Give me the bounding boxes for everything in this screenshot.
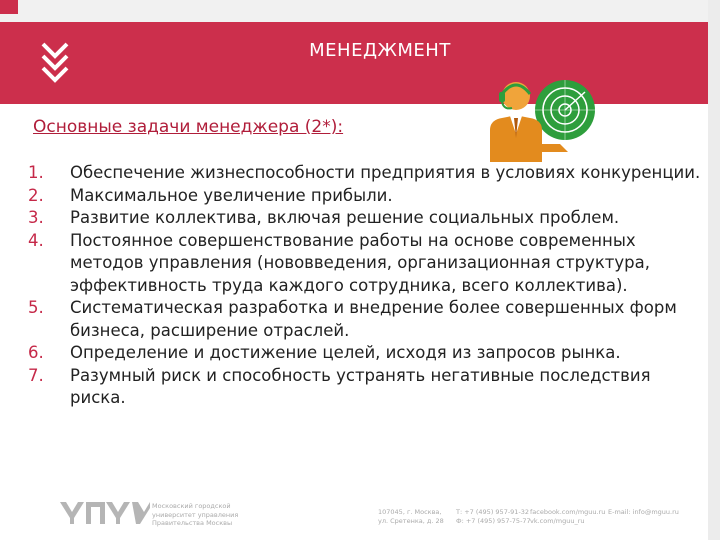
footer-phones: Т: +7 (495) 957-91-32 Ф: +7 (495) 957-75-77 (456, 508, 531, 525)
item-text: Развитие коллектива, включая решение социальных проблем. (70, 208, 620, 227)
item-text: Обеспечение жизнеспособности предприятия в условиях конкуренции. (70, 163, 701, 182)
double-chevron-down-icon (40, 40, 70, 84)
list-item (28, 297, 708, 342)
item-text: Постоянное совершенствование работы на основе современных методов управления (нововведения, организационная структура, эффективность труда каждого сотрудника, всего коллектива). (70, 230, 650, 295)
item-number: 6. (28, 343, 44, 362)
logo-caption: Московский городской университет управления Правительства Москвы (152, 502, 239, 527)
section-subheading: Основные задачи менеджера (2*): (33, 117, 344, 137)
item-text: Систематическая разработка и внедрение более совершенных форм бизнеса, расширение отраслей. (70, 298, 677, 340)
item-text: Определение и достижение целей, исходя из запросов рынка. (70, 343, 621, 362)
top-strip (0, 0, 720, 22)
page-title: МЕНЕДЖМЕНТ (309, 40, 451, 61)
footer (0, 494, 708, 540)
item-text: Разумный риск и способность устранять негативные последствия риска. (70, 365, 651, 407)
item-number: 5. (28, 298, 44, 317)
list-item (28, 162, 708, 185)
right-strip (708, 0, 720, 540)
list-item (28, 365, 708, 410)
list-item (28, 342, 708, 365)
item-number: 1. (28, 163, 44, 182)
item-number: 7. (28, 365, 44, 385)
list-item (28, 207, 708, 230)
list-item (28, 185, 708, 208)
item-number: 4. (28, 230, 44, 250)
footer-email[interactable]: E-mail: info@mguu.ru (608, 508, 679, 516)
university-logo-icon (60, 500, 150, 526)
item-text: Максимальное увеличение прибыли. (70, 185, 393, 205)
manager-with-radar-icon (482, 72, 602, 164)
footer-address: 107045, г. Москва, ул. Сретенка, д. 28 (378, 508, 444, 525)
item-number: 2. (28, 185, 44, 205)
list-item (28, 230, 708, 298)
footer-social-links[interactable]: facebook.com/mguu.ru vk.com/mguu_ru (530, 508, 606, 525)
item-number: 3. (28, 208, 44, 227)
corner-tab (0, 0, 18, 14)
task-list (28, 162, 708, 410)
